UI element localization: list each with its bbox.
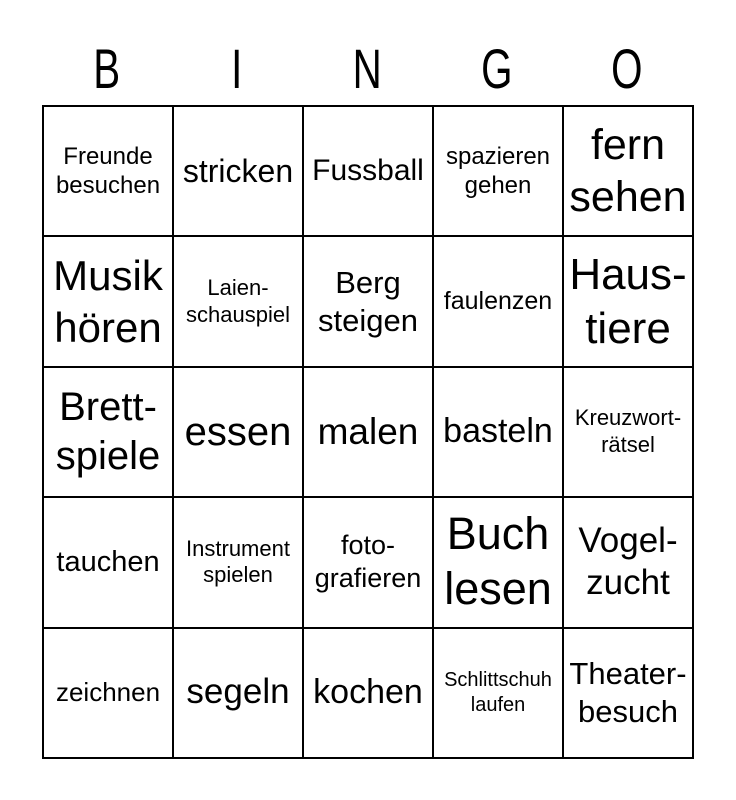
bingo-cell-r2c3[interactable]: Berg steigen: [304, 237, 434, 367]
bingo-cell-r4c2[interactable]: Instrument spielen: [174, 498, 304, 628]
title-letter-b: B: [93, 37, 121, 100]
bingo-cell-r3c4[interactable]: basteln: [434, 368, 564, 498]
bingo-cell-r2c1[interactable]: Musik hören: [44, 237, 174, 367]
bingo-cell-r2c4[interactable]: faulenzen: [434, 237, 564, 367]
bingo-title: [42, 37, 692, 100]
bingo-cell-r2c2[interactable]: Laien- schauspiel: [174, 237, 304, 367]
bingo-cell-r5c2[interactable]: segeln: [174, 629, 304, 759]
title-letter-n: N: [352, 37, 382, 100]
bingo-cell-r4c4[interactable]: Buch lesen: [434, 498, 564, 628]
bingo-cell-r3c2[interactable]: essen: [174, 368, 304, 498]
bingo-cell-r3c1[interactable]: Brett- spiele: [44, 368, 174, 498]
bingo-cell-r4c1[interactable]: tauchen: [44, 498, 174, 628]
bingo-cell-r5c1[interactable]: zeichnen: [44, 629, 174, 759]
bingo-cell-r1c1[interactable]: Freunde besuchen: [44, 107, 174, 237]
bingo-grid: [42, 105, 694, 759]
bingo-cell-r4c5[interactable]: Vogel- zucht: [564, 498, 694, 628]
title-letter-i: I: [231, 37, 243, 100]
title-letter-g: G: [481, 37, 513, 100]
bingo-cell-r3c5[interactable]: Kreuzwort- rätsel: [564, 368, 694, 498]
bingo-cell-r1c3[interactable]: Fussball: [304, 107, 434, 237]
bingo-cell-r1c5[interactable]: fern sehen: [564, 107, 694, 237]
bingo-cell-r5c4[interactable]: Schlittschuh laufen: [434, 629, 564, 759]
title-letter-o: O: [611, 37, 643, 100]
bingo-cell-r5c5[interactable]: Theater- besuch: [564, 629, 694, 759]
bingo-cell-r4c3[interactable]: foto- grafieren: [304, 498, 434, 628]
bingo-cell-r2c5[interactable]: Haus- tiere: [564, 237, 694, 367]
bingo-cell-r5c3[interactable]: kochen: [304, 629, 434, 759]
bingo-cell-r1c2[interactable]: stricken: [174, 107, 304, 237]
bingo-cell-r1c4[interactable]: spazieren gehen: [434, 107, 564, 237]
bingo-cell-r3c3[interactable]: malen: [304, 368, 434, 498]
